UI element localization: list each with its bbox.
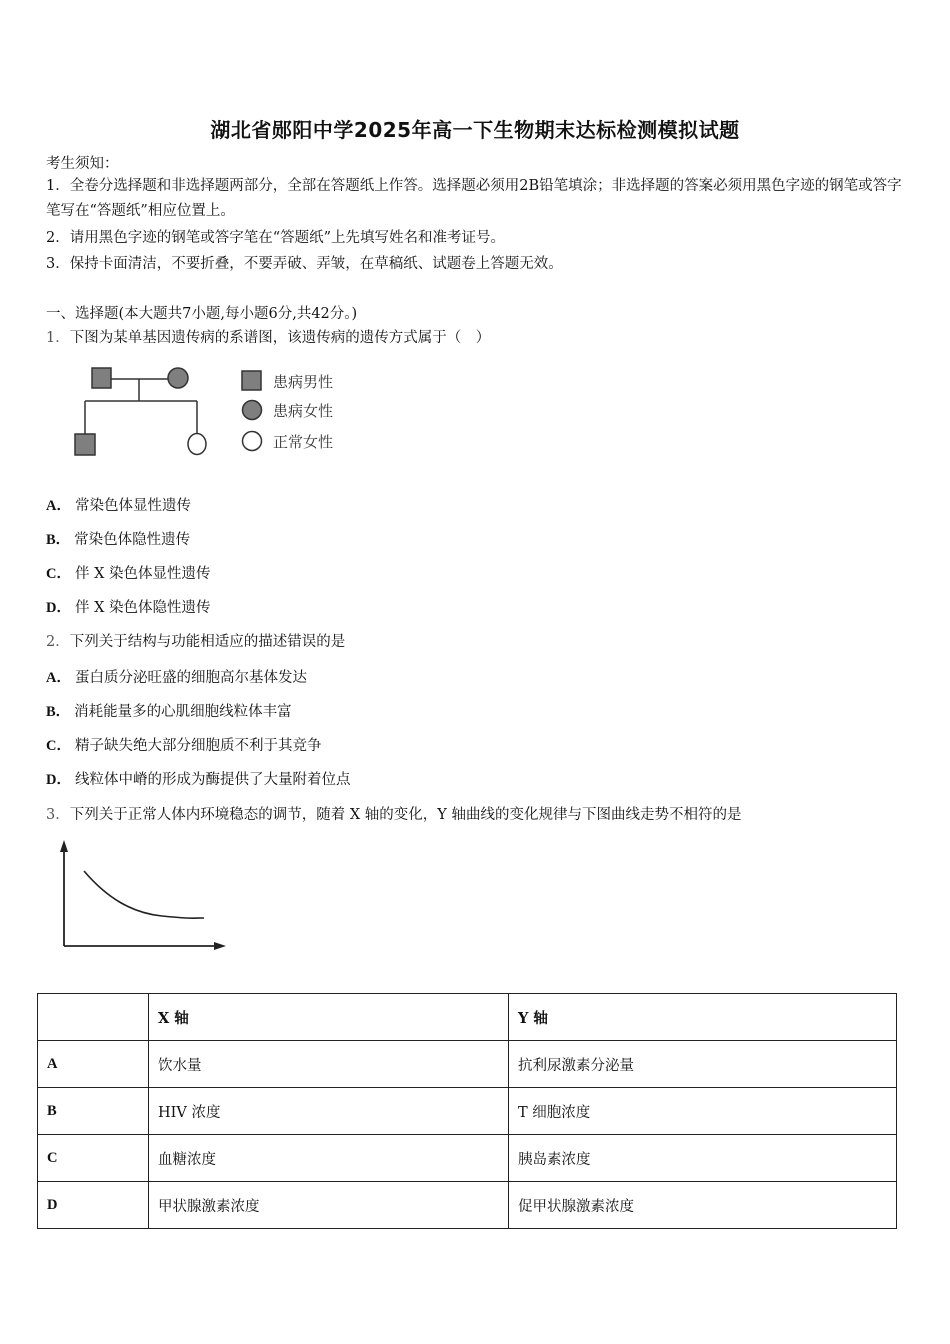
q1-option-d[interactable] bbox=[46, 596, 211, 617]
option-text: 蛋白质分泌旺盛的细胞高尔基体发达 bbox=[74, 670, 307, 686]
question-stem: 下图为某单基因遗传病的系谱图，该遗传病的遗传方式属于（ ） bbox=[69, 330, 491, 346]
option-text: 线粒体中嵴的形成为酶提供了大量附着位点 bbox=[74, 772, 351, 788]
legend-normal-female-icon bbox=[243, 432, 262, 451]
x-axis-cell: 甲状腺激素浓度 bbox=[149, 1182, 509, 1229]
option-text: 常染色体隐性遗传 bbox=[74, 532, 191, 548]
x-axis-arrow bbox=[214, 942, 226, 950]
answer-table bbox=[37, 993, 897, 1229]
option-label: B． bbox=[46, 704, 71, 720]
legend-affected-female: 患病女性 bbox=[273, 402, 334, 420]
option-text: 精子缺失绝大部分细胞质不利于其竞争 bbox=[74, 738, 322, 754]
row-label: D bbox=[38, 1182, 149, 1229]
notice-item-2: 2．请用黑色字迹的钢笔或答字笔在“答题纸”上先填写姓名和准考证号。 bbox=[46, 230, 506, 246]
table-header-cell: Y 轴 bbox=[509, 994, 897, 1041]
y-axis-cell: T 细胞浓度 bbox=[509, 1088, 897, 1135]
option-text: 伴 X 染色体显性遗传 bbox=[74, 566, 211, 582]
question-number: 3． bbox=[46, 807, 70, 823]
option-label: D． bbox=[46, 772, 71, 788]
table-row[interactable] bbox=[38, 1182, 897, 1229]
q1-option-b[interactable] bbox=[46, 528, 190, 549]
y-axis-cell: 促甲状腺激素浓度 bbox=[509, 1182, 897, 1229]
affected-male-parent bbox=[92, 368, 111, 388]
row-label: A bbox=[38, 1041, 149, 1088]
decreasing-curve bbox=[84, 871, 204, 918]
notice-item-3: 3．保持卡面清洁，不要折叠，不要弄破、弄皱，在草稿纸、试题卷上答题无效。 bbox=[46, 256, 563, 272]
row-label: B bbox=[38, 1088, 149, 1135]
trend-curve-figure bbox=[52, 838, 232, 953]
legend-affected-female-icon bbox=[243, 401, 262, 420]
section-heading: 一、选择题(本大题共7小题,每小题6分,共42分。) bbox=[46, 306, 358, 322]
row-label: C bbox=[38, 1135, 149, 1182]
x-axis-cell: HIV 浓度 bbox=[149, 1088, 509, 1135]
legend-affected-male-icon bbox=[242, 371, 261, 390]
pedigree-diagram bbox=[66, 360, 366, 465]
table-header-cell bbox=[38, 994, 149, 1041]
q2-option-b[interactable] bbox=[46, 700, 292, 721]
option-label: B． bbox=[46, 532, 71, 548]
table-header-cell: X 轴 bbox=[149, 994, 509, 1041]
question-1 bbox=[46, 326, 490, 347]
table-row[interactable] bbox=[38, 1135, 897, 1182]
q2-option-a[interactable] bbox=[46, 666, 307, 687]
option-label: C． bbox=[46, 738, 71, 754]
table-row[interactable] bbox=[38, 1088, 897, 1135]
y-axis-cell: 抗利尿激素分泌量 bbox=[509, 1041, 897, 1088]
q1-option-c[interactable] bbox=[46, 562, 211, 583]
question-number: 2． bbox=[46, 634, 70, 650]
question-stem: 下列关于结构与功能相适应的描述错误的是 bbox=[69, 634, 346, 650]
q2-option-d[interactable] bbox=[46, 768, 350, 789]
notice-item-1: 1．全卷分选择题和非选择题两部分，全部在答题纸上作答。选择题必须用2B铅笔填涂；非选择题的答案必须用黑色字迹的钢笔或答字笔写在“答题纸”相应位置上。 bbox=[46, 178, 902, 219]
page-title: 湖北省郧阳中学2025年高一下生物期末达标检测模拟试题 bbox=[210, 118, 740, 142]
y-axis-arrow bbox=[60, 840, 68, 852]
table-row[interactable] bbox=[38, 1041, 897, 1088]
x-axis-cell: 血糖浓度 bbox=[149, 1135, 509, 1182]
affected-male-child bbox=[75, 434, 95, 455]
x-axis-cell: 饮水量 bbox=[149, 1041, 509, 1088]
option-text: 消耗能量多的心肌细胞线粒体丰富 bbox=[74, 704, 292, 720]
y-axis-cell: 胰岛素浓度 bbox=[509, 1135, 897, 1182]
option-label: D． bbox=[46, 600, 71, 616]
question-3 bbox=[46, 803, 741, 824]
question-number: 1． bbox=[46, 330, 70, 346]
affected-female-parent bbox=[168, 368, 188, 388]
option-text: 常染色体显性遗传 bbox=[74, 498, 191, 514]
option-label: A． bbox=[46, 670, 71, 686]
legend-normal-female: 正常女性 bbox=[273, 433, 334, 451]
option-label: A． bbox=[46, 498, 71, 514]
option-text: 伴 X 染色体隐性遗传 bbox=[74, 600, 211, 616]
notice-heading: 考生须知： bbox=[46, 156, 119, 172]
option-label: C． bbox=[46, 566, 71, 582]
normal-female-child bbox=[188, 434, 206, 455]
legend-affected-male: 患病男性 bbox=[273, 373, 334, 391]
q1-option-a[interactable] bbox=[46, 494, 191, 515]
q2-option-c[interactable] bbox=[46, 734, 321, 755]
question-stem: 下列关于正常人体内环境稳态的调节，随着 X 轴的变化，Y 轴曲线的变化规律与下图曲线走势不相符的是 bbox=[69, 807, 742, 823]
table-header-row bbox=[38, 994, 897, 1041]
question-2 bbox=[46, 630, 345, 651]
